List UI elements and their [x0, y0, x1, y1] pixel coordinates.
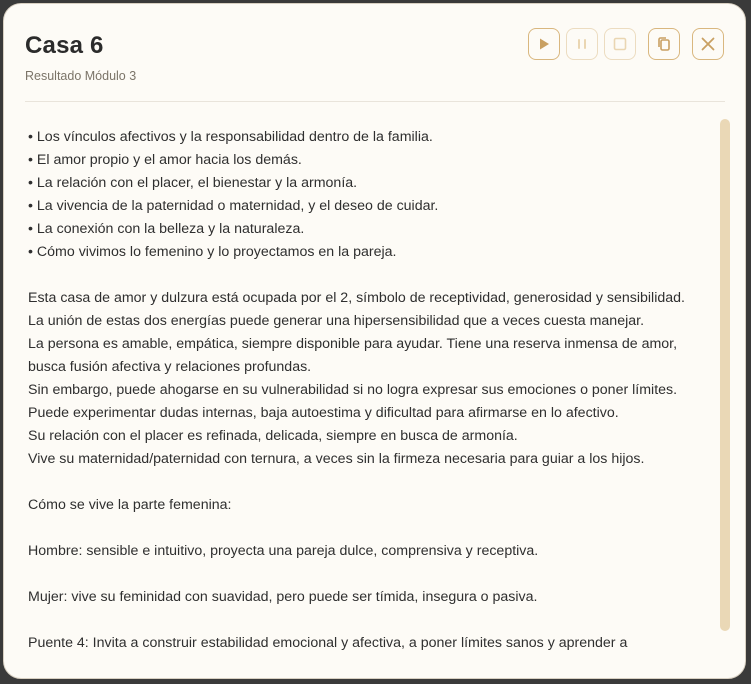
bullet-item: • Cómo vivimos lo femenino y lo proyectamos en la pareja.: [28, 244, 397, 260]
stop-button[interactable]: [604, 28, 636, 60]
result-modal: [3, 3, 746, 679]
bullet-item: • La relación con el placer, el bienestar y la armonía.: [28, 175, 358, 191]
bullet-item: • Los vínculos afectivos y la responsabilidad dentro de la familia.: [28, 129, 433, 145]
scrollbar[interactable]: [720, 119, 730, 631]
header-divider: [25, 101, 725, 102]
paragraph-line: La unión de estas dos energías puede generar una hipersensibilidad que a veces cuesta manejar.: [28, 313, 645, 329]
copy-icon: [656, 36, 672, 52]
scrollbar-thumb[interactable]: [720, 119, 730, 631]
paragraph-line: Su relación con el placer es refinada, delicada, siempre en busca de armonía.: [28, 428, 518, 444]
copy-button[interactable]: [648, 28, 680, 60]
play-button[interactable]: [528, 28, 560, 60]
modal-subtitle: Resultado Módulo 3: [25, 69, 137, 83]
paragraph-line: Vive su maternidad/paternidad con ternura, a veces sin la firmeza necesaria para guiar a los hijos.: [28, 451, 645, 467]
pause-button[interactable]: [566, 28, 598, 60]
bullet-item: • La vivencia de la paternidad o maternidad, y el deseo de cuidar.: [28, 198, 439, 214]
hombre-line: Hombre: sensible e intuitivo, proyecta una pareja dulce, comprensiva y receptiva.: [28, 543, 539, 559]
feminine-heading: Cómo se vive la parte femenina:: [28, 497, 232, 513]
bullet-item: • La conexión con la belleza y la naturaleza.: [28, 221, 305, 237]
bullet-item: • El amor propio y el amor hacia los demás.: [28, 152, 302, 168]
paragraph-line: busca fusión afectiva y relaciones profundas.: [28, 359, 312, 375]
paragraph-line: Puede experimentar dudas internas, baja autoestima y dificultad para afirmarse en lo afectivo.: [28, 405, 619, 421]
mujer-line: Mujer: vive su feminidad con suavidad, pero puede ser tímida, insegura o pasiva.: [28, 589, 538, 605]
pause-icon: [575, 37, 589, 51]
result-content: [28, 126, 718, 658]
modal-title: Casa 6: [25, 32, 104, 59]
paragraph-line: Sin embargo, puede ahogarse en su vulnerabilidad si no logra expresar sus emociones o poner límites.: [28, 382, 678, 398]
paragraph-line: Esta casa de amor y dulzura está ocupada por el 2, símbolo de receptividad, generosidad y sensibilidad.: [28, 290, 685, 306]
close-button[interactable]: [692, 28, 724, 60]
close-icon: [700, 36, 716, 52]
paragraph-line: La persona es amable, empática, siempre disponible para ayudar. Tiene una reserva inmensa de amor,: [28, 336, 678, 352]
stop-icon: [613, 37, 627, 51]
puente-line: Puente 4: Invita a construir estabilidad emocional y afectiva, a poner límites sanos y aprender a: [28, 635, 628, 651]
play-icon: [537, 37, 551, 51]
